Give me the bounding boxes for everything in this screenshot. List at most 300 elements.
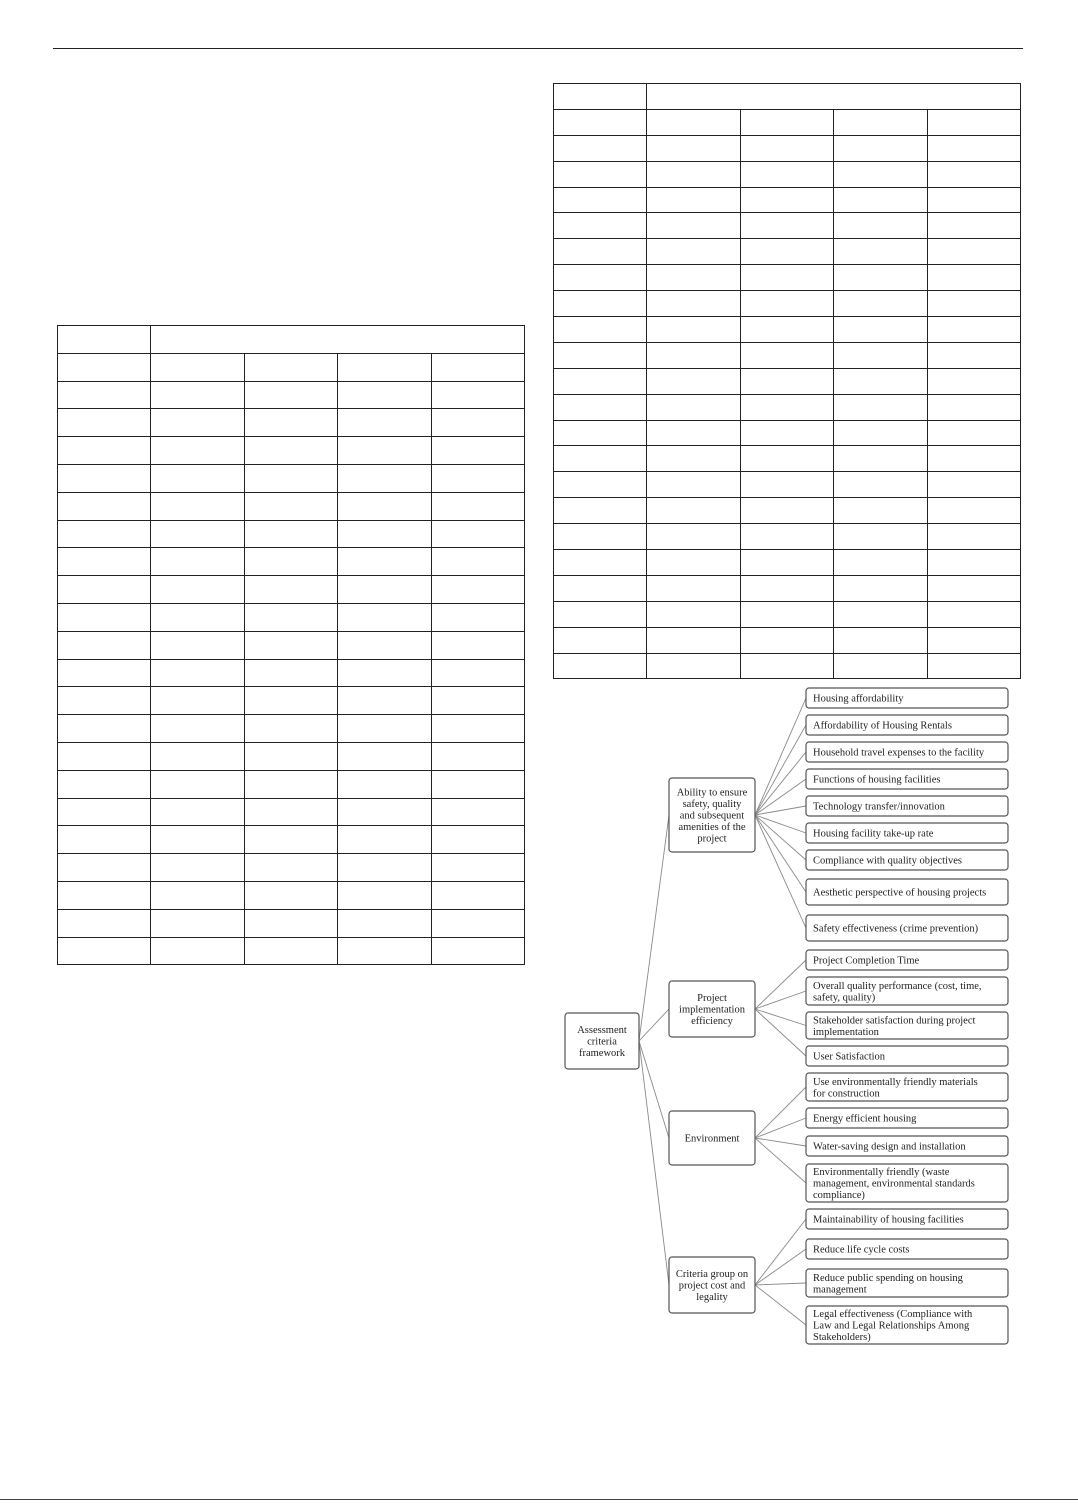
table-cell <box>554 601 647 627</box>
criteria-group-node-text: project cost and <box>678 1280 746 1292</box>
table-row <box>554 187 1021 213</box>
table-row <box>58 742 525 770</box>
table-cell <box>338 492 431 520</box>
table-row <box>58 715 525 743</box>
table-row <box>554 575 1021 601</box>
criteria-group-node-text: efficiency <box>691 1016 733 1028</box>
criteria-group-node-text: project <box>697 833 727 845</box>
table-cell <box>338 770 431 798</box>
table-row <box>554 601 1021 627</box>
connector-line <box>755 815 806 833</box>
table-cell <box>740 627 833 653</box>
table-cell <box>647 575 740 601</box>
table-cell <box>244 715 337 743</box>
connector-line <box>755 752 806 815</box>
table-cell <box>244 409 337 437</box>
table-cell <box>647 627 740 653</box>
connector-line <box>755 806 806 815</box>
criterion-node-text: Stakeholders) <box>813 1332 871 1344</box>
table-cell <box>554 213 647 239</box>
table-cell <box>244 520 337 548</box>
table-cell <box>431 742 524 770</box>
table-cell <box>338 548 431 576</box>
table-cell <box>554 135 647 161</box>
table-cell <box>740 187 833 213</box>
table-cell <box>338 742 431 770</box>
table-row <box>554 342 1021 368</box>
root-node-text: Assessment <box>577 1025 627 1037</box>
table-cell <box>338 409 431 437</box>
table-cell <box>338 381 431 409</box>
table-cell <box>740 653 833 679</box>
table-cell <box>431 437 524 465</box>
table-cell <box>554 187 647 213</box>
criterion-node <box>806 769 1008 789</box>
table-cell <box>151 659 244 687</box>
connector-line <box>639 815 669 1041</box>
criterion-node-text: Energy efficient housing <box>813 1113 917 1125</box>
table-cell <box>647 498 740 524</box>
criterion-node-text: Maintainability of housing facilities <box>813 1214 964 1226</box>
table-cell <box>338 520 431 548</box>
criteria-group-node-text: Criteria group on <box>675 1269 749 1281</box>
criterion-node-text: Environmentally friendly (waste <box>813 1167 950 1179</box>
table-cell <box>647 368 740 394</box>
table-cell <box>554 446 647 472</box>
table-row <box>58 353 525 381</box>
table-cell <box>244 826 337 854</box>
table-cell <box>431 548 524 576</box>
table-cell <box>151 715 244 743</box>
table-cell <box>431 881 524 909</box>
root-node <box>565 1013 639 1069</box>
table-cell <box>647 472 740 498</box>
criterion-node-text: Project Completion Time <box>813 955 920 967</box>
table-cell <box>834 135 927 161</box>
table-cell <box>647 291 740 317</box>
table-row <box>554 446 1021 472</box>
assessment-framework-diagram <box>555 683 1020 1353</box>
table-header-row <box>58 326 525 354</box>
table-cell <box>554 265 647 291</box>
table-cell <box>431 659 524 687</box>
table-cell <box>431 798 524 826</box>
table-cell <box>58 437 151 465</box>
table-cell <box>740 135 833 161</box>
table-cell <box>834 161 927 187</box>
criterion-node-text: management <box>813 1284 867 1296</box>
criterion-node <box>806 1136 1008 1156</box>
root-node-text: criteria <box>587 1036 617 1048</box>
table-cell <box>244 492 337 520</box>
table-cell <box>151 492 244 520</box>
table-cell <box>834 394 927 420</box>
table-row <box>58 909 525 937</box>
table-cell <box>431 937 524 965</box>
data-table-left <box>57 325 525 965</box>
table-cell <box>58 881 151 909</box>
table-cell <box>338 631 431 659</box>
connector-line <box>639 1041 669 1138</box>
table-cell <box>338 437 431 465</box>
table-cell <box>927 472 1020 498</box>
table-cell <box>244 909 337 937</box>
criterion-node-text: management, environmental standards <box>813 1178 975 1190</box>
table-cell <box>647 446 740 472</box>
table-cell <box>338 659 431 687</box>
table-row <box>554 317 1021 343</box>
table-cell <box>554 394 647 420</box>
table-cell <box>927 213 1020 239</box>
table-cell <box>554 317 647 343</box>
table-cell <box>834 109 927 135</box>
connector-line <box>639 1041 669 1285</box>
criteria-group-node <box>669 1111 755 1165</box>
table-row <box>58 492 525 520</box>
table-cell <box>740 239 833 265</box>
table-row <box>554 653 1021 679</box>
table-cell <box>647 342 740 368</box>
table-cell <box>151 437 244 465</box>
table-cell <box>554 109 647 135</box>
criteria-group-node <box>669 981 755 1037</box>
table-cell <box>647 109 740 135</box>
table-cell <box>58 687 151 715</box>
footer-rule <box>0 1499 1078 1500</box>
table-cell <box>927 394 1020 420</box>
table-cell <box>338 937 431 965</box>
table-cell <box>431 603 524 631</box>
table-row <box>554 394 1021 420</box>
criterion-node <box>806 977 1008 1005</box>
criterion-node-text: Reduce life cycle costs <box>813 1244 910 1256</box>
table-cell <box>151 826 244 854</box>
table-cell <box>338 603 431 631</box>
table-cell <box>647 420 740 446</box>
table-row <box>554 420 1021 446</box>
criterion-node-text: compliance) <box>813 1190 865 1202</box>
criterion-node-text: implementation <box>813 1026 879 1038</box>
table-cell <box>927 446 1020 472</box>
table-cell <box>244 548 337 576</box>
table-cell <box>151 548 244 576</box>
criterion-node <box>806 1164 1008 1202</box>
table-cell <box>58 576 151 604</box>
connector-line <box>755 1009 806 1056</box>
table-cell <box>58 798 151 826</box>
table-cell <box>834 420 927 446</box>
connector-line <box>755 1285 806 1325</box>
table-cell <box>338 909 431 937</box>
table-cell <box>927 342 1020 368</box>
table-row <box>58 854 525 882</box>
connector-line <box>755 1009 806 1026</box>
table-cell <box>554 239 647 265</box>
criterion-node-text: Housing affordability <box>813 693 904 705</box>
table-row <box>554 135 1021 161</box>
criteria-group-node-text: Environment <box>684 1133 740 1145</box>
connector-line <box>755 815 806 928</box>
criterion-node-text: Aesthetic perspective of housing projects <box>813 887 987 899</box>
table-cell <box>431 409 524 437</box>
table-row <box>58 464 525 492</box>
table-cell <box>431 520 524 548</box>
table-row <box>554 498 1021 524</box>
table-row <box>58 770 525 798</box>
table-cell <box>58 659 151 687</box>
criterion-node <box>806 1073 1008 1101</box>
table-row <box>554 524 1021 550</box>
criterion-node <box>806 1306 1008 1344</box>
table-cell <box>151 603 244 631</box>
table-cell <box>244 854 337 882</box>
table-cell <box>244 798 337 826</box>
table-cell <box>338 826 431 854</box>
table-row <box>58 881 525 909</box>
table-cell <box>431 353 524 381</box>
criterion-node <box>806 950 1008 970</box>
table-cell <box>647 213 740 239</box>
table-cell <box>740 394 833 420</box>
table-row <box>58 409 525 437</box>
criterion-node <box>806 1012 1008 1039</box>
table-row <box>58 603 525 631</box>
table-cell <box>431 576 524 604</box>
table-row <box>554 627 1021 653</box>
table-cell <box>431 492 524 520</box>
table-row <box>58 937 525 965</box>
table-cell <box>740 265 833 291</box>
table-cell <box>58 854 151 882</box>
table-cell <box>431 715 524 743</box>
table-cell <box>834 239 927 265</box>
table-cell <box>431 854 524 882</box>
table-cell <box>338 687 431 715</box>
table-cell <box>647 135 740 161</box>
table-cell <box>554 472 647 498</box>
table-cell <box>927 524 1020 550</box>
table-cell <box>244 603 337 631</box>
header-rule <box>53 48 1023 49</box>
table-cell <box>740 368 833 394</box>
table-cell <box>927 498 1020 524</box>
table-cell <box>244 687 337 715</box>
table-cell <box>431 826 524 854</box>
table-cell <box>338 881 431 909</box>
table-cell <box>58 715 151 743</box>
table-cell <box>834 472 927 498</box>
table-cell <box>58 381 151 409</box>
table-cell <box>834 550 927 576</box>
table-cell <box>151 576 244 604</box>
table-row <box>554 109 1021 135</box>
criteria-group-node-text: Ability to ensure <box>676 787 748 799</box>
table-row <box>58 520 525 548</box>
table-cell <box>834 498 927 524</box>
criterion-node-text: for construction <box>813 1088 880 1100</box>
table-cell <box>244 576 337 604</box>
table-cell <box>554 291 647 317</box>
table-row <box>554 472 1021 498</box>
table-cell <box>244 631 337 659</box>
criteria-group-node-text: and subsequent <box>679 810 745 822</box>
table-cell <box>834 317 927 343</box>
criterion-node-text: Use environmentally friendly materials <box>813 1076 978 1088</box>
table-cell <box>58 909 151 937</box>
table-cell <box>834 291 927 317</box>
table-cell <box>927 317 1020 343</box>
criteria-group-node <box>669 778 755 852</box>
table-cell <box>431 631 524 659</box>
table-cell <box>554 550 647 576</box>
table-cell <box>647 550 740 576</box>
table-cell <box>338 854 431 882</box>
table-cell <box>927 368 1020 394</box>
table-cell <box>927 601 1020 627</box>
table-cell <box>740 213 833 239</box>
table-cell <box>554 524 647 550</box>
criterion-node-text: Law and Legal Relationships Among <box>813 1320 970 1332</box>
table-row <box>554 550 1021 576</box>
connector-line <box>755 1249 806 1285</box>
table-cell <box>58 464 151 492</box>
connector-line <box>755 991 806 1009</box>
table-cell <box>740 291 833 317</box>
criterion-node <box>806 1108 1008 1128</box>
table-row <box>58 659 525 687</box>
table-cell <box>151 798 244 826</box>
table-cell <box>151 631 244 659</box>
table-cell <box>431 381 524 409</box>
criterion-node-text: Technology transfer/innovation <box>813 801 945 813</box>
table-cell <box>151 409 244 437</box>
table-cell <box>740 317 833 343</box>
connector-line <box>639 1009 669 1041</box>
table-cell <box>834 213 927 239</box>
criterion-node <box>806 1269 1008 1297</box>
table-cell <box>927 239 1020 265</box>
table-cell <box>740 161 833 187</box>
table-cell <box>554 575 647 601</box>
criterion-node-text: Safety effectiveness (crime prevention) <box>813 923 979 935</box>
criterion-node <box>806 1046 1008 1066</box>
connector-line <box>755 1087 806 1138</box>
criteria-group-node <box>669 1257 755 1313</box>
table-cell <box>647 394 740 420</box>
table-cell <box>431 464 524 492</box>
table-cell <box>151 937 244 965</box>
criterion-node-text: Overall quality performance (cost, time, <box>813 980 982 992</box>
table-cell <box>151 520 244 548</box>
table-cell <box>927 575 1020 601</box>
table-cell <box>647 84 1021 110</box>
table-cell <box>927 550 1020 576</box>
table-cell <box>927 187 1020 213</box>
table-cell <box>740 524 833 550</box>
connector-line <box>755 960 806 1009</box>
table-cell <box>151 464 244 492</box>
table-cell <box>151 881 244 909</box>
table-cell <box>834 601 927 627</box>
table-cell <box>151 381 244 409</box>
table-cell <box>647 524 740 550</box>
table-cell <box>58 826 151 854</box>
table-cell <box>244 353 337 381</box>
table-cell <box>834 342 927 368</box>
table-cell <box>58 770 151 798</box>
table-cell <box>58 353 151 381</box>
criterion-node <box>806 823 1008 843</box>
table-cell <box>927 265 1020 291</box>
criterion-node-text: safety, quality) <box>813 992 876 1004</box>
table-cell <box>338 798 431 826</box>
table-cell <box>554 161 647 187</box>
criterion-node-text: Housing facility take-up rate <box>813 828 934 840</box>
table-cell <box>554 368 647 394</box>
table-cell <box>647 239 740 265</box>
table-row <box>554 239 1021 265</box>
table-cell <box>58 492 151 520</box>
table-cell <box>338 464 431 492</box>
table-cell <box>151 353 244 381</box>
table-row <box>58 631 525 659</box>
table-row <box>554 265 1021 291</box>
criterion-node <box>806 1239 1008 1259</box>
table-cell <box>834 627 927 653</box>
table-cell <box>647 653 740 679</box>
criterion-node <box>806 715 1008 735</box>
table-cell <box>151 770 244 798</box>
table-cell <box>927 291 1020 317</box>
table-cell <box>834 265 927 291</box>
table-cell <box>244 881 337 909</box>
table-cell <box>834 187 927 213</box>
table-cell <box>151 687 244 715</box>
table-cell <box>58 520 151 548</box>
table-cell <box>58 548 151 576</box>
table-cell <box>740 420 833 446</box>
table-cell <box>431 909 524 937</box>
table-cell <box>927 627 1020 653</box>
criteria-group-node-text: amenities of the <box>678 822 746 834</box>
table-cell <box>58 742 151 770</box>
criterion-node-text: Compliance with quality objectives <box>813 855 963 867</box>
table-cell <box>151 854 244 882</box>
table-cell <box>338 715 431 743</box>
table-cell <box>58 937 151 965</box>
table-row <box>58 687 525 715</box>
criterion-node <box>806 879 1008 905</box>
table-cell <box>647 265 740 291</box>
criterion-node-text: User Satisfaction <box>813 1051 886 1063</box>
criterion-node <box>806 915 1008 941</box>
table-cell <box>244 381 337 409</box>
table-cell <box>740 498 833 524</box>
table-cell <box>58 409 151 437</box>
table-row <box>58 798 525 826</box>
criterion-node-text: Affordability of Housing Rentals <box>813 720 952 732</box>
table-row <box>554 161 1021 187</box>
connector-line <box>755 1283 806 1285</box>
criterion-node-text: Functions of housing facilities <box>813 774 941 786</box>
table-cell <box>338 576 431 604</box>
criterion-node <box>806 796 1008 816</box>
table-cell <box>431 770 524 798</box>
criterion-node <box>806 1209 1008 1229</box>
table-cell <box>431 687 524 715</box>
table-cell <box>554 342 647 368</box>
root-node-text: framework <box>578 1048 626 1060</box>
